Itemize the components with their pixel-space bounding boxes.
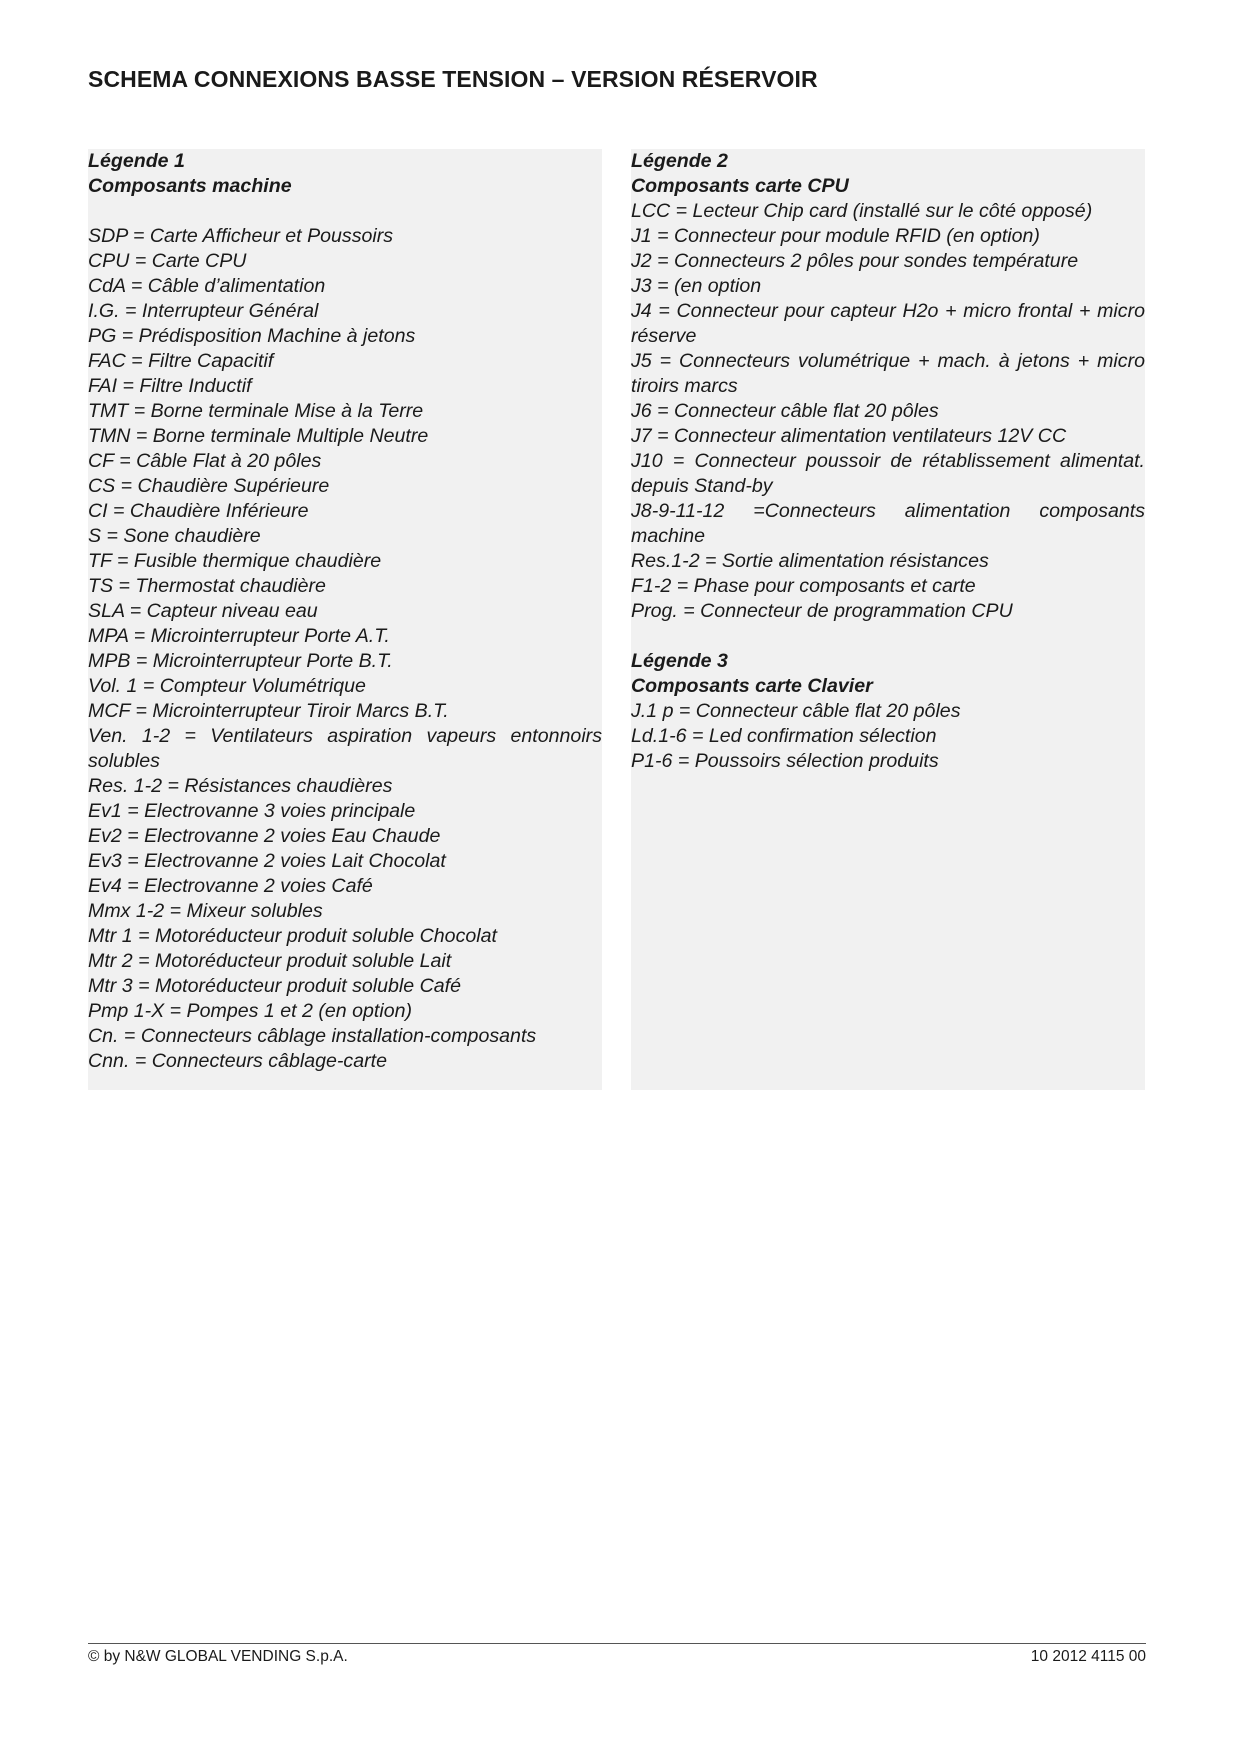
- legend-item: FAC = Filtre Capacitif: [88, 350, 274, 372]
- legend-item: Ven. 1-2 = Ventilateurs aspiration vapeurs entonnoirs solubles: [88, 725, 602, 772]
- legend-item: Ld.1-6 = Led confirmation sélection: [631, 725, 937, 747]
- legend-item: MPB = Microinterrupteur Porte B.T.: [88, 650, 393, 672]
- legend-2-subheading: Composants carte CPU: [631, 175, 849, 197]
- legend-item: LCC = Lecteur Chip card (installé sur le côté opposé): [631, 200, 1093, 222]
- legend-item: Res.1-2 = Sortie alimentation résistances: [631, 550, 989, 572]
- legend-item: MCF = Microinterrupteur Tiroir Marcs B.T.: [88, 700, 449, 722]
- legend-item: J4 = Connecteur pour capteur H2o + micro frontal + micro réserve: [631, 300, 1145, 347]
- legend-1-subheading: Composants machine: [88, 175, 292, 197]
- legend-item: FAI = Filtre Inductif: [88, 375, 252, 397]
- legend-item: SDP = Carte Afficheur et Poussoirs: [88, 225, 394, 247]
- legend-item: Res. 1-2 = Résistances chaudières: [88, 775, 393, 797]
- legend-item: Prog. = Connecteur de programmation CPU: [631, 600, 1013, 622]
- legend-item: TMN = Borne terminale Multiple Neutre: [88, 425, 429, 447]
- legend-item: CF = Câble Flat à 20 pôles: [88, 450, 322, 472]
- legend-2-3-panel: [631, 149, 1145, 1090]
- legend-item: SLA = Capteur niveau eau: [88, 600, 318, 622]
- legend-1-panel: [88, 149, 602, 1090]
- legend-item: Ev3 = Electrovanne 2 voies Lait Chocolat: [88, 850, 446, 872]
- footer-divider: [88, 1643, 1146, 1644]
- legend-item: F1-2 = Phase pour composants et carte: [631, 575, 976, 597]
- legend-item: Ev1 = Electrovanne 3 voies principale: [88, 800, 416, 822]
- legend-item: J5 = Connecteurs volumétrique + mach. à jetons + micro tiroirs marcs: [631, 350, 1145, 397]
- legend-item: TS = Thermostat chaudière: [88, 575, 326, 597]
- legend-item: J.1 p = Connecteur câble flat 20 pôles: [631, 700, 961, 722]
- legend-item: P1-6 = Poussoirs sélection produits: [631, 750, 939, 772]
- legend-3-subheading: Composants carte Clavier: [631, 675, 873, 697]
- legend-item: J3 = (en option: [631, 275, 762, 297]
- legend-item: Pmp 1-X = Pompes 1 et 2 (en option): [88, 1000, 413, 1022]
- page-title: SCHEMA CONNEXIONS BASSE TENSION – VERSION RÉSERVOIR: [88, 66, 818, 92]
- legend-item: S = Sone chaudière: [88, 525, 261, 547]
- legend-item: Mtr 1 = Motoréducteur produit soluble Chocolat: [88, 925, 497, 947]
- legend-item: J1 = Connecteur pour module RFID (en option): [631, 225, 1040, 247]
- legend-item: MPA = Microinterrupteur Porte A.T.: [88, 625, 390, 647]
- legend-2-list: [631, 199, 1145, 624]
- legend-2-heading: Légende 2: [631, 150, 728, 172]
- legend-item: Mtr 2 = Motoréducteur produit soluble Lait: [88, 950, 452, 972]
- legend-item: PG = Prédisposition Machine à jetons: [88, 325, 416, 347]
- legend-item: CS = Chaudière Supérieure: [88, 475, 330, 497]
- legend-item: TMT = Borne terminale Mise à la Terre: [88, 400, 424, 422]
- legend-item: J8-9-11-12 =Connecteurs alimentation composants machine: [631, 500, 1145, 547]
- legend-item: Cn. = Connecteurs câblage installation-composants: [88, 1025, 537, 1047]
- legend-3-heading: Légende 3: [631, 650, 728, 672]
- legend-item: Ev4 = Electrovanne 2 voies Café: [88, 875, 373, 897]
- legend-item: J10 = Connecteur poussoir de rétablissement alimentat. depuis Stand-by: [631, 450, 1145, 497]
- legend-item: J6 = Connecteur câble flat 20 pôles: [631, 400, 939, 422]
- legend-item: Mmx 1-2 = Mixeur solubles: [88, 900, 323, 922]
- footer-doc-number: 10 2012 4115 00: [1030, 1648, 1146, 1665]
- legend-1-heading: Légende 1: [88, 150, 185, 172]
- legend-1-list: [88, 224, 602, 1074]
- legend-item: CPU = Carte CPU: [88, 250, 247, 272]
- legend-item: J2 = Connecteurs 2 pôles pour sondes température: [631, 250, 1079, 272]
- footer-copyright: © by N&W GLOBAL VENDING S.p.A.: [88, 1648, 348, 1665]
- legend-item: Ev2 = Electrovanne 2 voies Eau Chaude: [88, 825, 441, 847]
- legend-item: J7 = Connecteur alimentation ventilateurs 12V CC: [631, 425, 1067, 447]
- legend-item: I.G. = Interrupteur Général: [88, 300, 319, 322]
- legend-item: CI = Chaudière Inférieure: [88, 500, 309, 522]
- legend-item: Cnn. = Connecteurs câblage-carte: [88, 1050, 387, 1072]
- legend-item: TF = Fusible thermique chaudière: [88, 550, 382, 572]
- legend-3-list: [631, 699, 1145, 774]
- legend-item: CdA = Câble d’alimentation: [88, 275, 326, 297]
- legend-item: Vol. 1 = Compteur Volumétrique: [88, 675, 366, 697]
- legend-item: Mtr 3 = Motoréducteur produit soluble Café: [88, 975, 462, 997]
